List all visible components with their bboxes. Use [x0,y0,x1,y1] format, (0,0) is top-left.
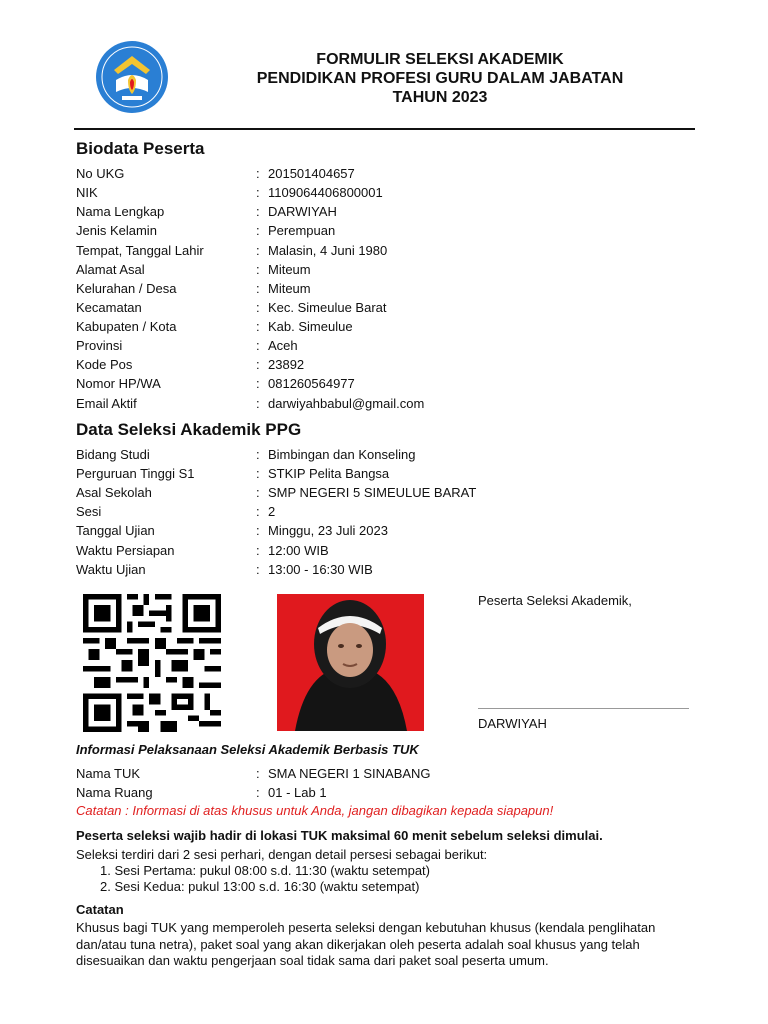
biodata-row: Jenis Kelamin : Perempuan [76,223,336,238]
biodata-row: Nomor HP/WA : 081260564977 [76,376,355,391]
signature-line [478,708,689,709]
biodata-row: Kabupaten / Kota : Kab. Simeulue [76,319,353,334]
privacy-note: Catatan : Informasi di atas khusus untuk Anda, jangan dibagikan kepada siapapun! [76,803,554,818]
seleksi-row: Asal Sekolah : SMP NEGERI 5 SIMEULUE BARAT [76,485,477,500]
signature-title: Peserta Seleksi Akademik, [478,593,632,608]
seleksi-row: Waktu Persiapan : 12:00 WIB [76,543,329,558]
biodata-row: NIK : 1109064406800001 [76,185,383,200]
session-item: 2. Sesi Kedua: pukul 13:00 s.d. 16:30 (waktu setempat) [100,879,420,894]
seleksi-row: Perguruan Tinggi S1 : STKIP Pelita Bangsa [76,466,390,481]
session-item: 1. Sesi Pertama: pukul 08:00 s.d. 11:30 (waktu setempat) [100,863,430,878]
session-intro: Seleksi terdiri dari 2 sesi perhari, dengan detail persesi sebagai berikut: [76,847,488,862]
tuk-heading: Informasi Pelaksanaan Seleksi Akademik Berbasis TUK [76,742,419,757]
catatan-text: Khusus bagi TUK yang memperoleh peserta seleksi dengan kebutuhan khusus (kendala penglihatan dan/atau tuna netra), paket soal yang akan dikerjakan oleh peserta adalah soal khusus yang telah disesuaikan dan waktu pengerjaan soal tidak sama dari paket soal peserta umum. [76,920,656,968]
seleksi-row: Sesi : 2 [76,504,276,519]
biodata-row: Kecamatan : Kec. Simeulue Barat [76,300,387,315]
title-line-1: FORMULIR SELEKSI AKADEMIK [316,51,564,68]
biodata-row: Provinsi : Aceh [76,338,298,353]
biodata-row: Kode Pos : 23892 [76,357,305,372]
title-line-2: PENDIDIKAN PROFESI GURU DALAM JABATAN [256,70,624,87]
title-line-3: TAHUN 2023 [392,89,488,106]
attendance-rule: Peserta seleksi wajib hadir di lokasi TUK maksimal 60 menit sebelum seleksi dimulai. [76,828,603,843]
catatan-heading: Catatan [76,902,124,917]
document-title [200,50,680,107]
tuk-row: Nama TUK : SMA NEGERI 1 SINABANG [76,766,431,781]
header-divider [74,128,695,130]
seleksi-row: Waktu Ujian : 13:00 - 16:30 WIB [76,562,373,577]
biodata-row: Email Aktif : darwiyahbabul@gmail.com [76,396,425,411]
person-silhouette-icon [277,594,424,731]
tuk-row: Nama Ruang : 01 - Lab 1 [76,785,327,800]
seleksi-row: Bidang Studi : Bimbingan dan Konseling [76,447,416,462]
signature-name: DARWIYAH [478,716,547,731]
biodata-row: Alamat Asal : Miteum [76,262,311,277]
biodata-row: No UKG : 201501404657 [76,166,355,181]
tut-wuri-handayani-logo [92,40,172,114]
biodata-row: Nama Lengkap : DARWIYAH [76,204,337,219]
biodata-row: Tempat, Tanggal Lahir : Malasin, 4 Juni 1980 [76,243,388,258]
qr-code [78,594,226,732]
participant-photo [277,594,424,731]
biodata-heading: Biodata Peserta [76,139,205,158]
seleksi-heading: Data Seleksi Akademik PPG [76,420,302,439]
biodata-row: Kelurahan / Desa : Miteum [76,281,311,296]
seleksi-row: Tanggal Ujian : Minggu, 23 Juli 2023 [76,523,388,538]
